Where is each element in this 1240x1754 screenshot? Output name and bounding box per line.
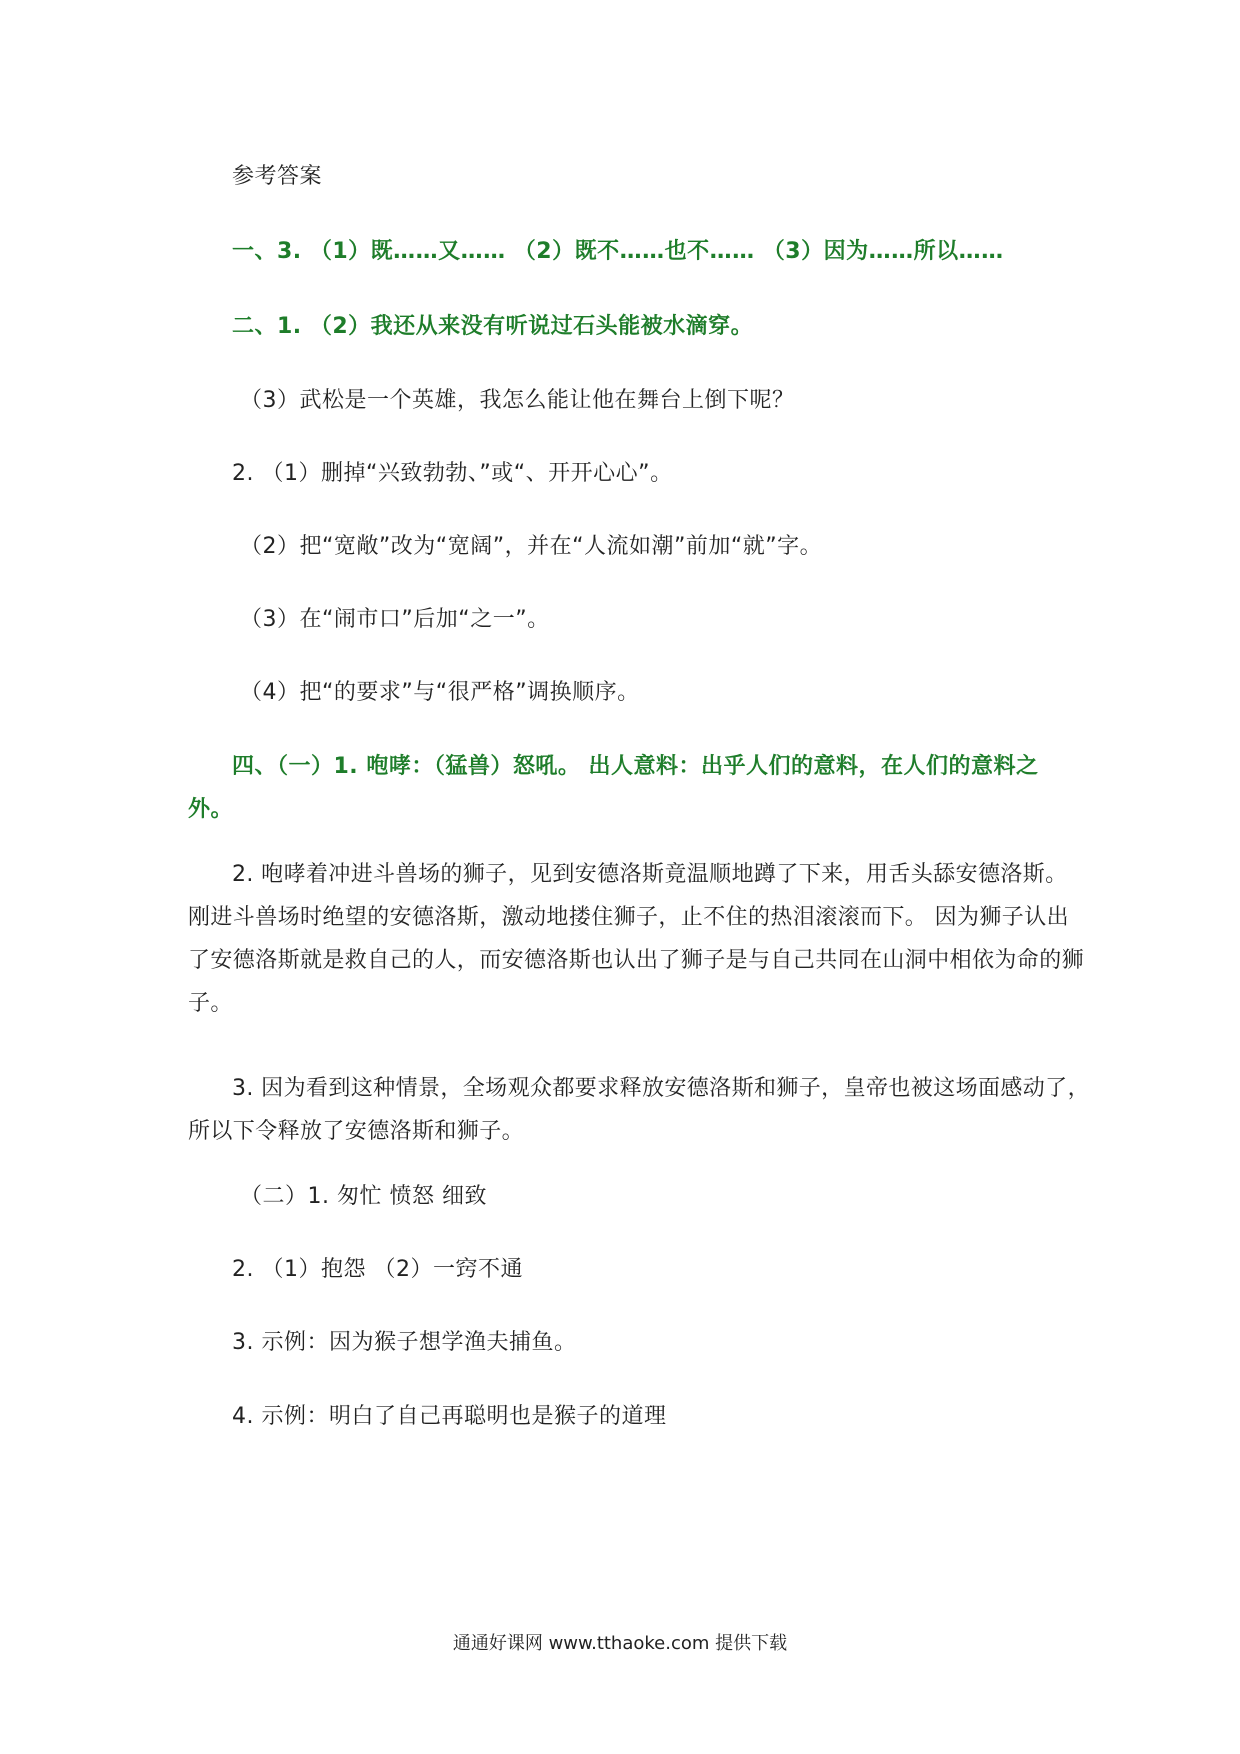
answer-section-2-item-2-3: （3）在“闹市口”后加“之一”。 (240, 607, 550, 632)
paragraph-line: 子。 (188, 991, 233, 1016)
answer-heading: 参考答案 (232, 164, 323, 189)
paragraph-line: 了安德洛斯就是救自己的人，而安德洛斯也认出了狮子是与自己共同在山洞中相依为命的狮 (188, 948, 1085, 973)
answer-section-4-line-1: 四、（一）1. 咆哮：（猛兽）怒吼。 出人意料：出乎人们的意料，在人们的意料之 (232, 754, 1039, 779)
answer-section-2-item-2-4: （4）把“的要求”与“很严格”调换顺序。 (240, 680, 640, 705)
paragraph-line: 2. 咆哮着冲进斗兽场的狮子，见到安德洛斯竟温顺地蹲了下来，用舌头舔安德洛斯。 (232, 862, 1068, 887)
answer-part-2-item-3: 3. 示例：因为猴子想学渔夫捕鱼。 (232, 1330, 577, 1355)
paragraph-line: 所以下令释放了安德洛斯和狮子。 (188, 1119, 525, 1144)
answer-section-2-item-2-2: （2）把“宽敞”改为“宽阔”，并在“人流如潮”前加“就”字。 (240, 534, 823, 559)
answer-section-2-item-1: 二、1. （2）我还从来没有听说过石头能被水滴穿。 (232, 314, 754, 339)
answer-section-4-item-2 (188, 853, 1085, 1025)
answer-part-2-item-4: 4. 示例：明白了自己再聪明也是猴子的道理 (232, 1404, 667, 1429)
paragraph-line: 3. 因为看到这种情景，全场观众都要求释放安德洛斯和狮子，皇帝也被这场面感动了， (232, 1076, 1090, 1101)
answer-section-4-item-3 (188, 1067, 1090, 1153)
answer-section-2-item-2-1: 2. （1）删掉“兴致勃勃、”或“、开开心心”。 (232, 461, 673, 486)
paragraph-line: 刚进斗兽场时绝望的安德洛斯，激动地搂住狮子，止不住的热泪滚滚而下。 因为狮子认出 (188, 905, 1069, 930)
answer-section-1: 一、3. （1）既……又…… （2）既不……也不…… （3）因为……所以…… (232, 239, 1004, 264)
answer-part-2-item-2: 2. （1）抱怨 （2）一窍不通 (232, 1257, 523, 1282)
answer-part-2-item-1: （二）1. 匆忙 愤怒 细致 (240, 1184, 487, 1209)
answer-section-2-item-1-3: （3）武松是一个英雄，我怎么能让他在舞台上倒下呢？ (240, 388, 795, 413)
answer-section-4-line-2: 外。 (188, 797, 234, 822)
page-footer: 通通好课网 www.tthaoke.com 提供下载 (452, 1633, 788, 1654)
